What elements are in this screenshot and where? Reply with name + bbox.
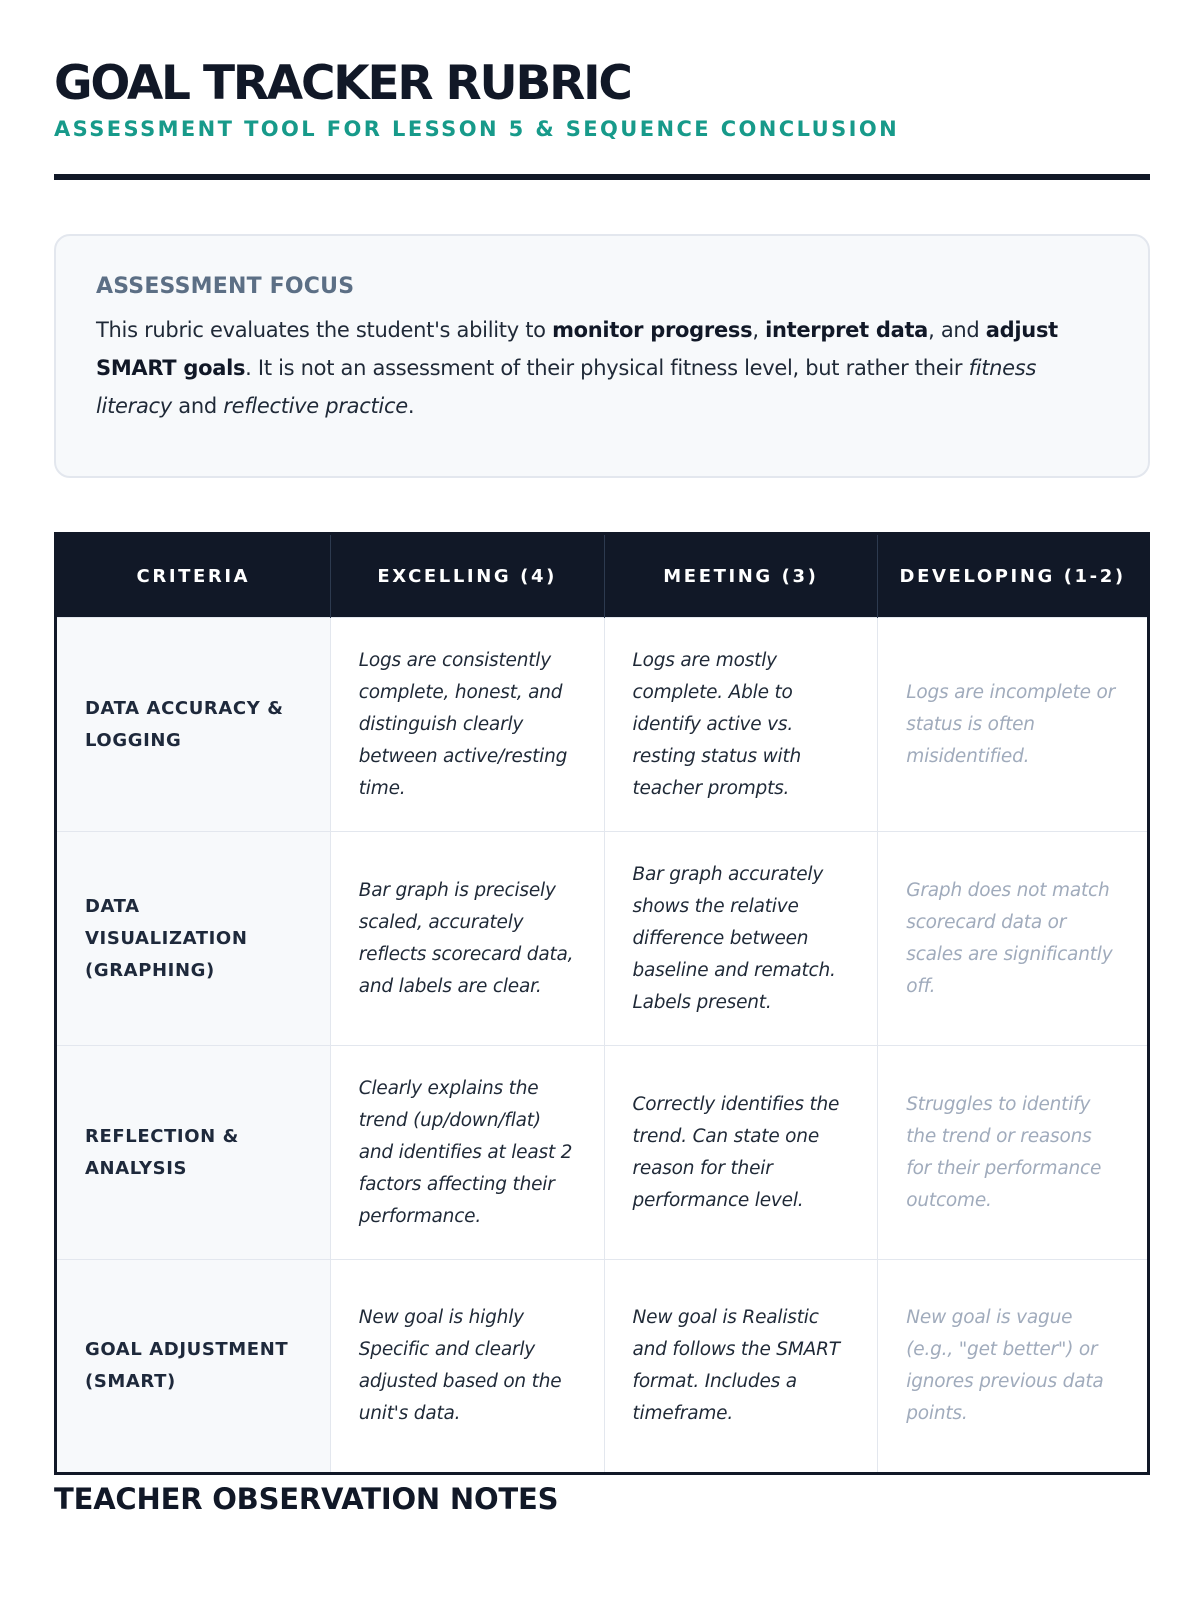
assessment-focus-title: ASSESSMENT FOCUS: [96, 274, 355, 299]
meeting-cell: New goal is Realistic and follows the SMART format. Includes a timeframe.: [604, 1260, 878, 1474]
focus-bold-interpret-data: interpret data: [765, 318, 929, 342]
assessment-focus-box: [54, 234, 1150, 478]
excelling-cell: Logs are consistently complete, honest, and distinguish clearly between active/resting time.: [330, 618, 604, 832]
focus-text-part: , and: [928, 318, 986, 342]
focus-text-part: ,: [752, 318, 766, 342]
criteria-cell: DATA VISUALIZATION (GRAPHING): [56, 832, 331, 1046]
developing-cell: Graph does not match scorecard data or scales are significantly off.: [878, 832, 1149, 1046]
excelling-cell: Clearly explains the trend (up/down/flat) and identifies at least 2 factors affecting their performance.: [330, 1046, 604, 1260]
meeting-cell: Bar graph accurately shows the relative difference between baseline and rematch. Labels present.: [604, 832, 878, 1046]
table-row: [56, 618, 1149, 832]
criteria-cell: GOAL ADJUSTMENT (SMART): [56, 1260, 331, 1474]
criteria-cell: DATA ACCURACY & LOGGING: [56, 618, 331, 832]
table-row: [56, 1046, 1149, 1260]
focus-text-part: This rubric evaluates the student's ability to: [96, 318, 553, 342]
teacher-notes-title: TEACHER OBSERVATION NOTES: [54, 1482, 559, 1516]
header-excelling: EXCELLING (4): [330, 534, 604, 618]
developing-cell: Struggles to identify the trend or reasons for their performance outcome.: [878, 1046, 1149, 1260]
focus-text-part: and: [171, 394, 224, 418]
rubric-table: [54, 532, 1150, 1475]
developing-cell: Logs are incomplete or status is often misidentified.: [878, 618, 1149, 832]
focus-bold-adjust-smart-goals: adjust SMART goals: [96, 318, 1058, 380]
header-divider: [54, 174, 1150, 180]
meeting-cell: Logs are mostly complete. Able to identify active vs. resting status with teacher prompts.: [604, 618, 878, 832]
criteria-cell: REFLECTION & ANALYSIS: [56, 1046, 331, 1260]
meeting-cell: Correctly identifies the trend. Can state one reason for their performance level.: [604, 1046, 878, 1260]
focus-text-part: . It is not an assessment of their physical fitness level, but rather their: [245, 356, 969, 380]
table-row: [56, 832, 1149, 1046]
table-row: [56, 1260, 1149, 1474]
header-meeting: MEETING (3): [604, 534, 878, 618]
header-developing: DEVELOPING (1-2): [878, 534, 1149, 618]
page-title: GOAL TRACKER RUBRIC: [54, 56, 631, 111]
header-criteria: CRITERIA: [56, 534, 331, 618]
developing-cell: New goal is vague (e.g., "get better") or ignores previous data points.: [878, 1260, 1149, 1474]
focus-italic-reflective-practice: reflective practice: [223, 394, 408, 418]
focus-text-part: .: [407, 394, 415, 418]
rubric-header-row: [56, 534, 1149, 618]
excelling-cell: Bar graph is precisely scaled, accurately reflects scorecard data, and labels are clear.: [330, 832, 604, 1046]
assessment-focus-text: [96, 311, 1108, 425]
focus-bold-monitor-progress: monitor progress: [552, 318, 753, 342]
excelling-cell: New goal is highly Specific and clearly adjusted based on the unit's data.: [330, 1260, 604, 1474]
focus-italic-fitness-literacy: fitness literacy: [96, 356, 1037, 418]
page-subtitle: ASSESSMENT TOOL FOR LESSON 5 & SEQUENCE CONCLUSION: [54, 117, 900, 141]
